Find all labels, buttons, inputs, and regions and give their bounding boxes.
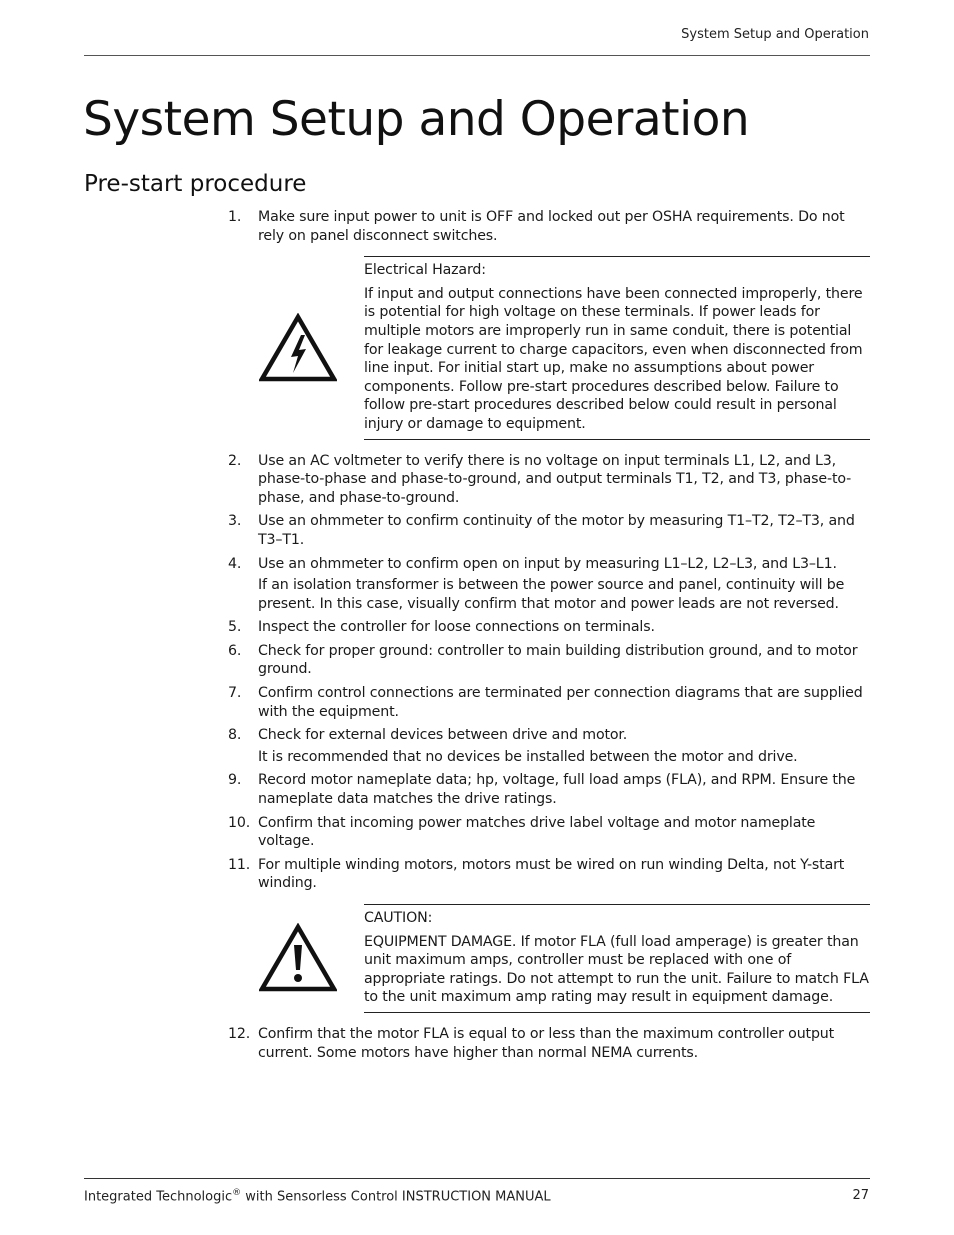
step-text: Record motor nameplate data; hp, voltage, full load amps (FLA), and RPM. Ensure the nameplate data matches the drive ratings. — [258, 772, 856, 808]
step-number: 7. — [228, 685, 242, 702]
step-number: 1. — [228, 209, 242, 225]
list-item — [228, 726, 870, 766]
caution-icon — [228, 904, 364, 1013]
step-number: 12. — [228, 1025, 251, 1042]
footer-manual-title — [84, 1188, 551, 1204]
electrical-hazard-message: If input and output connections have been connected improperly, there is potential for high voltage on these terminals. If power leads for multiple motors are improperly run in same conduit, there is potential for leakage current to charge capacitors, even when disconnected from line input. For initial start up, make no assumptions about power components. Follow pre-start procedures described below. Failure to follow pre-start procedures described below could result in personal injury or damage to equipment. — [364, 285, 863, 432]
step-number: 10. — [228, 814, 251, 831]
list-item — [228, 452, 870, 508]
list-item — [228, 642, 870, 679]
list-item — [228, 208, 870, 245]
page-number: 27 — [852, 1188, 869, 1203]
electrical-hazard-title: Electrical Hazard: — [364, 262, 486, 279]
running-header: System Setup and Operation — [681, 27, 869, 42]
step-note: If an isolation transformer is between the power source and panel, continuity will be present. In this case, visually confirm that motor and power leads are not reversed. — [258, 577, 845, 612]
step-text: Use an AC voltmeter to verify there is no voltage on input terminals L1, L2, and L3, phase-to-phase and phase-to-ground, and output terminals T1, T2, and T3, phase-to-phase, and phase-to-ground. — [258, 452, 852, 506]
list-item — [228, 1025, 870, 1062]
step-number: 11. — [228, 856, 251, 873]
list-item — [228, 555, 870, 614]
caution-message: EQUIPMENT DAMAGE. If motor FLA (full load amperage) is greater than unit maximum amps, controller must be replaced with one of appropriate ratings. Do not attempt to run the unit. Failure to match FLA to the unit maximum amp rating may result in equipment damage. — [364, 933, 869, 1006]
step-number: 6. — [228, 642, 242, 659]
caution-notice — [228, 904, 870, 1013]
step-text: For multiple winding motors, motors must be wired on run winding Delta, not Y-start winding. — [258, 856, 845, 892]
step-text: Confirm that incoming power matches drive label voltage and motor nameplate voltage. — [258, 814, 816, 850]
step-text: Inspect the controller for loose connections on terminals. — [258, 619, 655, 636]
section-title: Pre-start procedure — [84, 171, 307, 197]
list-item — [228, 512, 870, 549]
electrical-hazard-text-block — [364, 256, 870, 439]
step-text: Use an ohmmeter to confirm continuity of the motor by measuring T1–T2, T2–T3, and T3–T1. — [258, 513, 855, 548]
step-text: Confirm that the motor FLA is equal to or less than the maximum controller output current. Some motors have higher than normal NEMA currents. — [258, 1025, 835, 1061]
step-note: It is recommended that no devices be installed between the motor and drive. — [258, 748, 798, 765]
step-number: 8. — [228, 727, 242, 744]
step-number: 4. — [228, 555, 242, 572]
list-item — [228, 771, 870, 808]
list-item — [228, 618, 870, 637]
step-text: Check for proper ground: controller to main building distribution ground, and to motor ground. — [258, 642, 858, 678]
header-divider — [84, 55, 870, 56]
footer-divider — [84, 1178, 870, 1179]
footer-manual-suffix: with Sensorless Control INSTRUCTION MANUAL — [241, 1189, 551, 1205]
step-text: Make sure input power to unit is OFF and locked out per OSHA requirements. Do not rely on panel disconnect switches. — [258, 209, 845, 244]
electrical-hazard-notice — [228, 256, 870, 439]
list-item — [228, 856, 870, 893]
caution-text-block — [364, 904, 870, 1013]
registered-mark: ® — [232, 1188, 242, 1198]
step-number: 3. — [228, 513, 242, 530]
step-number: 2. — [228, 452, 242, 469]
step-text: Check for external devices between drive and motor. — [258, 727, 628, 744]
page-title: System Setup and Operation — [83, 92, 750, 147]
step-text: Confirm control connections are terminated per connection diagrams that are supplied with the equipment. — [258, 685, 863, 720]
procedure-list — [228, 208, 870, 1067]
caution-title: CAUTION: — [364, 910, 433, 926]
step-number: 9. — [228, 772, 242, 789]
list-item — [228, 814, 870, 851]
list-item — [228, 684, 870, 721]
step-text: Use an ohmmeter to confirm open on input by measuring L1–L2, L2–L3, and L3–L1. — [258, 555, 837, 572]
footer-manual-prefix: Integrated Technologic — [84, 1189, 233, 1205]
electrical-hazard-icon — [228, 256, 364, 439]
step-number: 5. — [228, 619, 242, 636]
